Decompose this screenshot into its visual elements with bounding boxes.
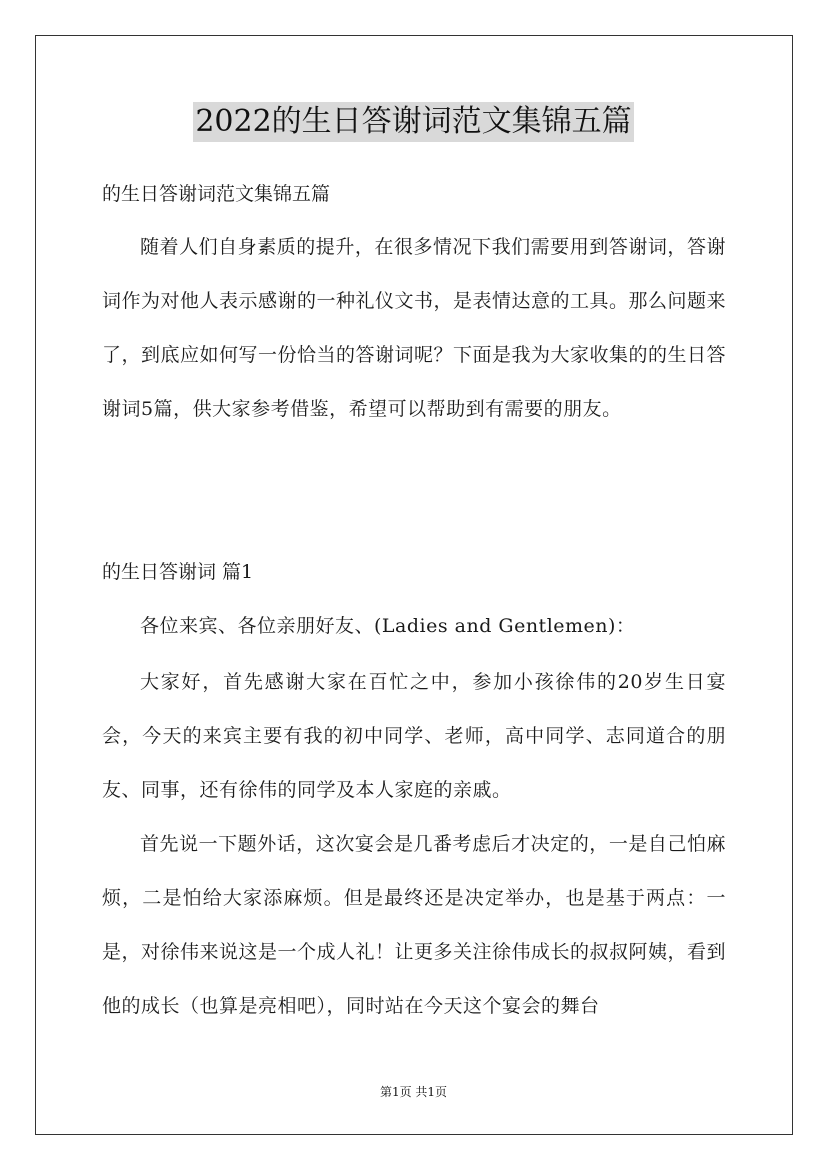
greeting-paragraph: 各位来宾、各位亲朋好友、(Ladies and Gentlemen)：	[140, 615, 636, 637]
intro-paragraph: 随着人们自身素质的提升，在很多情况下我们需要用到答谢词，答谢词作为对他人表示感谢的一种礼仪文书，是表情达意的工具。那么问题来了，到底应如何写一份恰当的答谢词呢？下面是我为大家收集的的生日答谢词5篇，供大家参考借鉴，希望可以帮助到有需要的朋友。	[102, 236, 727, 420]
document-subtitle: 的生日答谢词范文集锦五篇	[102, 183, 331, 205]
section-heading: 的生日答谢词 篇1	[102, 561, 254, 583]
body-paragraph: 首先说一下题外话，这次宴会是几番考虑后才决定的，一是自己怕麻烦，二是怕给大家添麻烦。但是最终还是决定举办，也是基于两点：一是，对徐伟来说这是一个成人礼！让更多关注徐伟成长的叔叔阿姨，看到他的成长（也算是亮相吧），同时站在今天这个宴会的舞台	[102, 833, 727, 1017]
document-title: 2022的生日答谢词范文集锦五篇	[193, 102, 633, 142]
body-paragraph: 大家好，首先感谢大家在百忙之中，参加小孩徐伟的20岁生日宴会，今天的来宾主要有我的初中同学、老师，高中同学、志同道合的朋友、同事，还有徐伟的同学及本人家庭的亲戚。	[102, 671, 726, 801]
title-container	[0, 102, 827, 142]
page-footer: 第1页 共1页	[379, 1085, 448, 1099]
